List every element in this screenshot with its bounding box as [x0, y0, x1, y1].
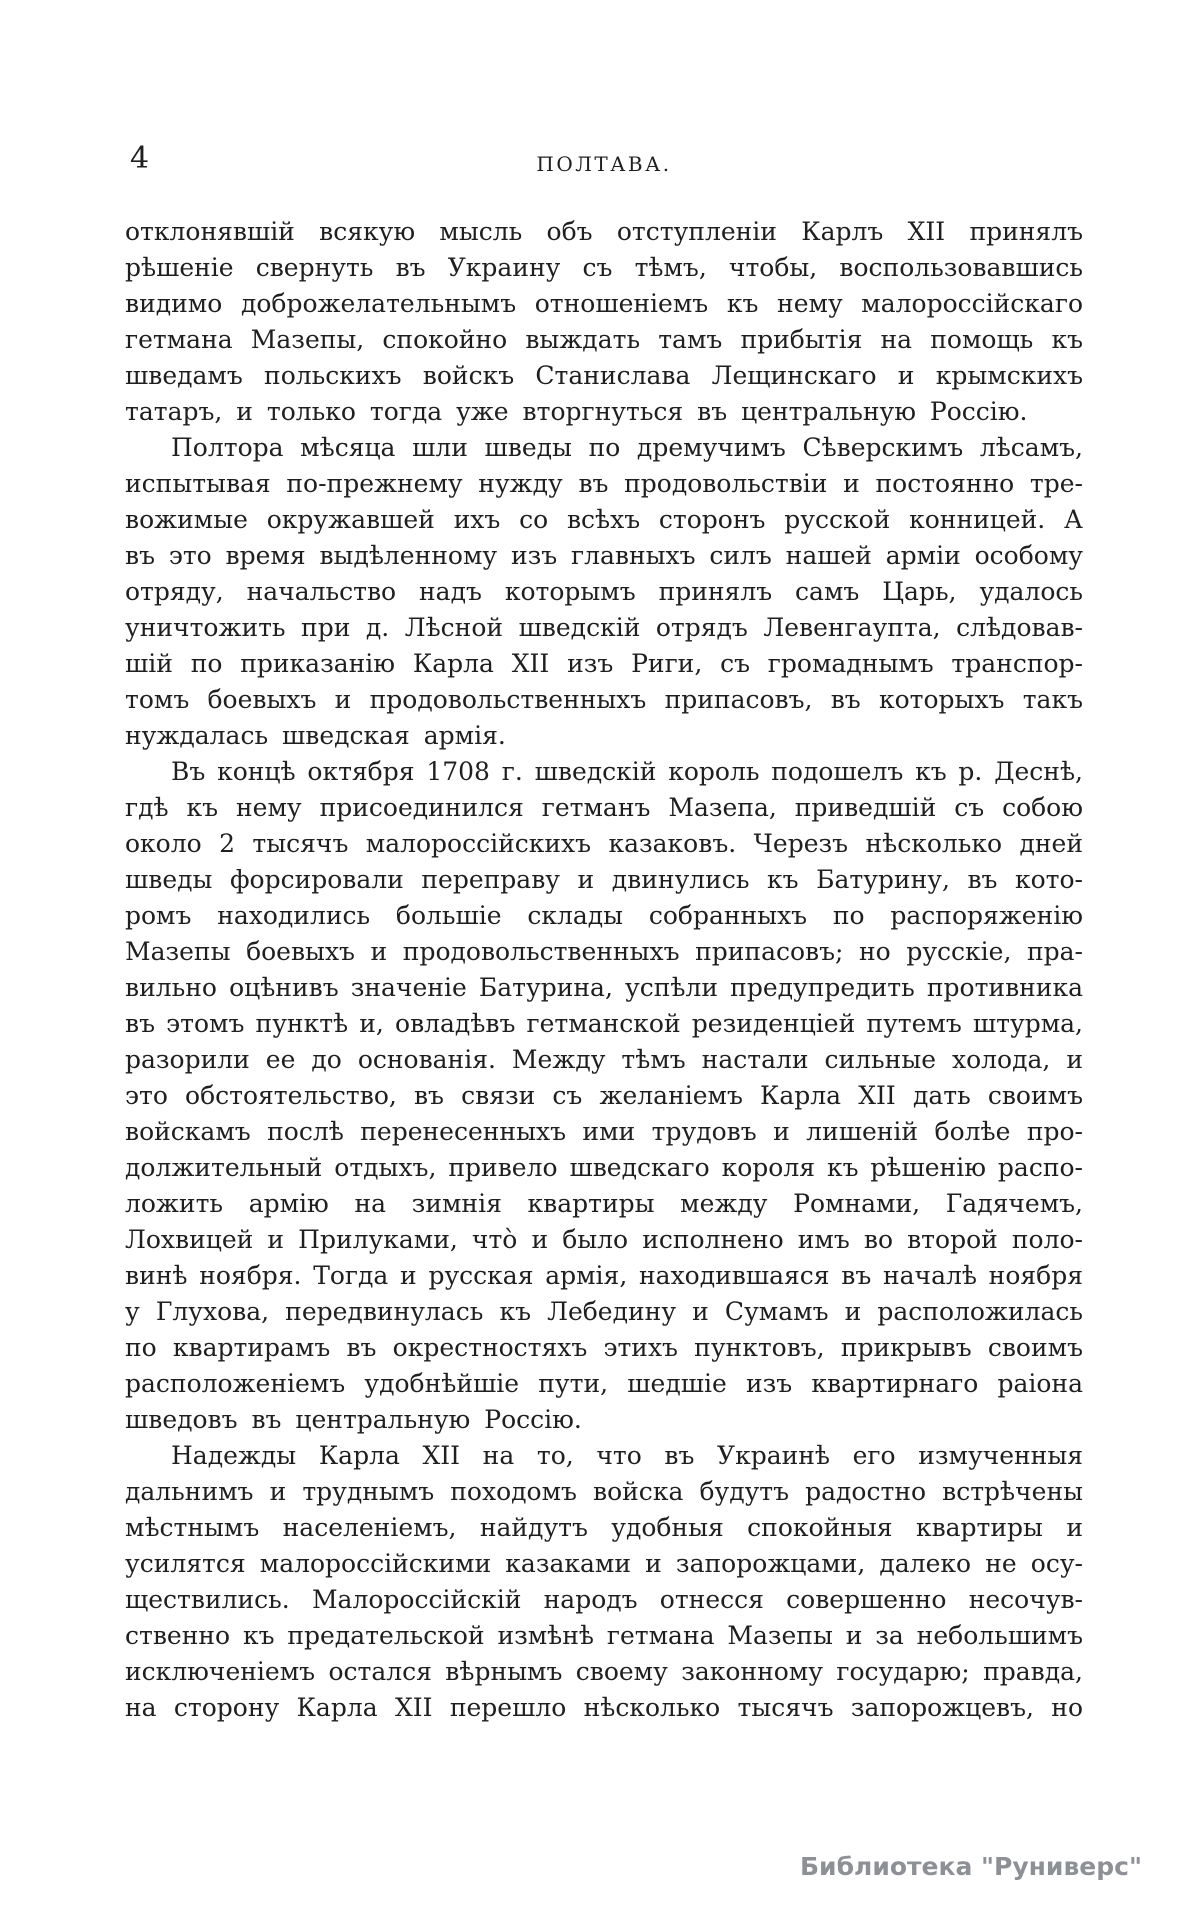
text-line: дальнимъ и труднымъ походомъ войска будутъ радостно встрѣчены: [125, 1477, 1083, 1506]
text-line: Надежды Карла XII на то, что въ Украинѣ его измученныя: [171, 1441, 1083, 1470]
text-line: ложить армію на зимнія квартиры между Ромнами, Гадячемъ,: [125, 1189, 1083, 1218]
text-line: вожимые окружавшей ихъ со всѣхъ сторонъ русской конницей. А: [125, 505, 1083, 534]
text-line: ственно къ предательской измѣнѣ гетмана Мазепы и за небольшимъ: [125, 1621, 1083, 1650]
text-line: шведовъ въ центральную Россію.: [125, 1405, 582, 1434]
text-line: у Глухова, передвинулась къ Лебедину и Сумамъ и расположилась: [125, 1297, 1083, 1326]
text-line: на сторону Карла XII перешло нѣсколько тысячъ запорожцевъ, но: [125, 1693, 1083, 1722]
text-line: гетмана Мазепы, спокойно выждать тамъ прибытія на помощь къ: [125, 325, 1083, 354]
text-line: шведамъ польскихъ войскъ Станислава Лещинскаго и крымскихъ: [125, 361, 1083, 390]
running-title: ПОЛТАВА.: [536, 152, 672, 176]
text-line: по квартирамъ въ окрестностяхъ этихъ пунктовъ, прикрывъ своимъ: [125, 1333, 1083, 1362]
text-line: татаръ, и только тогда уже вторгнуться въ центральную Россію.: [125, 397, 1028, 426]
text-line: Мазепы боевыхъ и продовольственныхъ припасовъ; но русскіе, пра-: [125, 937, 1083, 966]
text-line: гдѣ къ нему присоединился гетманъ Мазепа, приведшій съ собою: [125, 793, 1083, 822]
text-body: [125, 214, 1083, 1726]
text-line: винѣ ноября. Тогда и русская армія, находившаяся въ началѣ ноября: [125, 1261, 1083, 1290]
text-line: разорили ее до основанія. Между тѣмъ настали сильные холода, и: [125, 1045, 1083, 1074]
text-line: видимо доброжелательнымъ отношеніемъ къ нему малороссійскаго: [125, 289, 1083, 318]
text-line: ществились. Малороссійскій народъ отнесся совершенно несочув-: [125, 1585, 1083, 1614]
text-line: уничтожить при д. Лѣсной шведскій отрядъ Левенгаупта, слѣдовав-: [125, 613, 1083, 642]
text-line: шій по приказанію Карла XII изъ Риги, съ громаднымъ транспор-: [125, 649, 1083, 678]
page-number: 4: [130, 141, 150, 176]
text-line: шведы форсировали переправу и двинулись къ Батурину, въ кото-: [125, 865, 1083, 894]
text-line: томъ боевыхъ и продовольственныхъ припасовъ, въ которыхъ такъ: [125, 685, 1083, 714]
text-line: расположеніемъ удобнѣйшіе пути, шедшіе изъ квартирнаго раіона: [125, 1369, 1083, 1398]
text-line: испытывая по-прежнему нужду въ продовольствіи и постоянно тре-: [125, 469, 1083, 498]
text-line: должительный отдыхъ, привело шведскаго короля къ рѣшенію распо-: [125, 1153, 1083, 1182]
text-line: ромъ находились большіе склады собранныхъ по распоряженію: [125, 901, 1083, 930]
text-line: войскамъ послѣ перенесенныхъ ими трудовъ и лишеній болѣе про-: [125, 1117, 1083, 1146]
text-line: въ это время выдѣленному изъ главныхъ силъ нашей арміи особому: [125, 541, 1083, 570]
text-line: рѣшеніе свернуть въ Украину съ тѣмъ, чтобы, воспользовавшись: [125, 253, 1083, 282]
text-line: около 2 тысячъ малороссійскихъ казаковъ. Черезъ нѣсколько дней: [125, 829, 1083, 858]
text-line: мѣстнымъ населеніемъ, найдутъ удобныя спокойныя квартиры и: [125, 1513, 1083, 1542]
watermark: Библиотека "Руниверс": [800, 1852, 1142, 1881]
text-line: Лохвицей и Прилуками, что̀ и было исполнено имъ во второй поло-: [125, 1225, 1083, 1254]
text-line: это обстоятельство, въ связи съ желаніемъ Карла XII дать своимъ: [125, 1081, 1083, 1110]
text-line: усилятся малороссійскими казаками и запорожцами, далеко не осу-: [125, 1549, 1083, 1578]
text-line: нуждалась шведская армія.: [125, 721, 506, 750]
text-line: вильно оцѣнивъ значеніе Батурина, успѣли предупредить противника: [125, 973, 1083, 1002]
text-line: Полтора мѣсяца шли шведы по дремучимъ Сѣверскимъ лѣсамъ,: [171, 433, 1083, 462]
text-line: въ этомъ пунктѣ и, овладѣвъ гетманской резиденціей путемъ штурма,: [125, 1009, 1083, 1038]
text-line: Въ концѣ октября 1708 г. шведскій король подошелъ къ р. Деснѣ,: [171, 757, 1083, 786]
text-line: отряду, начальство надъ которымъ принялъ самъ Царь, удалось: [125, 577, 1083, 606]
text-line: отклонявшій всякую мысль объ отступленіи Карлъ XII принялъ: [125, 217, 1083, 246]
text-line: исключеніемъ остался вѣрнымъ своему законному государю; правда,: [125, 1657, 1083, 1686]
